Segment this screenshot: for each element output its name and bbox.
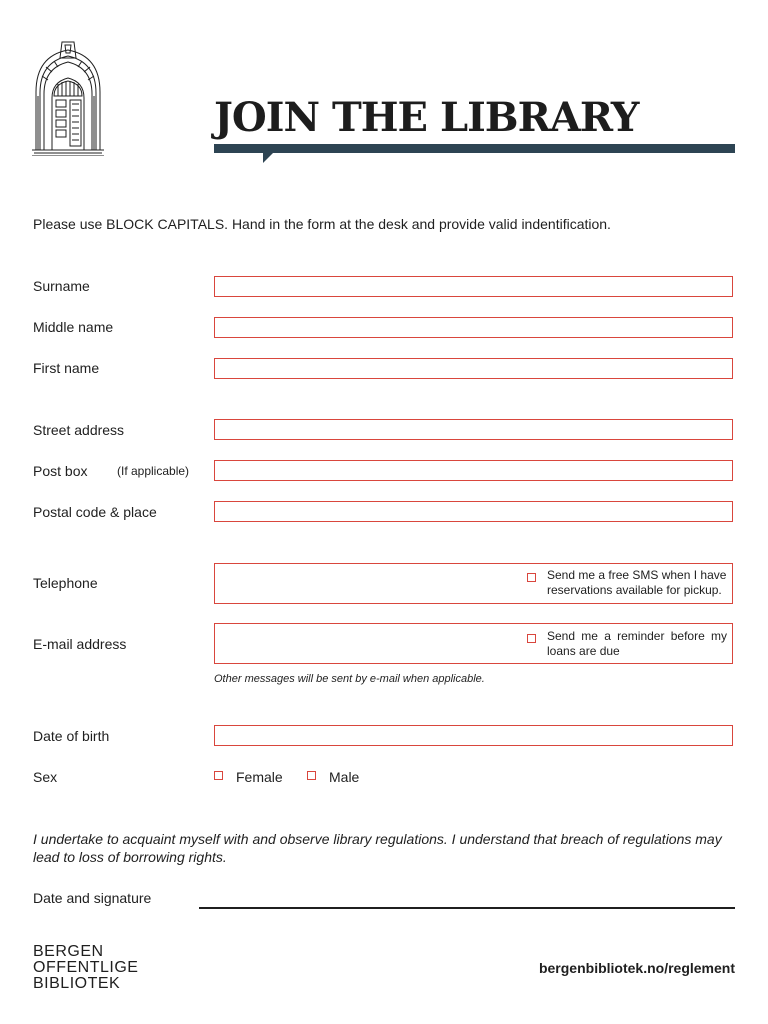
reminder-option-label: Send me a reminder before my loans are due	[547, 629, 727, 658]
brand-line-3: BIBLIOTEK	[33, 975, 121, 992]
sex-label: Sex	[33, 769, 58, 785]
postal-code-place-label: Postal code & place	[33, 504, 157, 520]
surname-label: Surname	[33, 278, 90, 294]
brand-logo-text	[33, 944, 138, 992]
sms-checkbox[interactable]	[527, 573, 536, 582]
signature-label: Date and signature	[33, 890, 152, 906]
library-building-logo	[32, 36, 104, 156]
brand-line-1: BERGEN	[33, 943, 104, 960]
email-label: E-mail address	[33, 636, 127, 652]
sms-option-label: Send me a free SMS when I have reservations available for pickup.	[547, 568, 727, 597]
brand-line-2: OFFENTLIGE	[33, 959, 139, 976]
street-address-field[interactable]	[214, 419, 733, 440]
female-option-label: Female	[236, 769, 283, 785]
telephone-label: Telephone	[33, 575, 98, 591]
male-checkbox[interactable]	[307, 771, 316, 780]
instructions-text: Please use BLOCK CAPITALS. Hand in the form at the desk and provide valid indentification.	[33, 216, 611, 232]
page-title: JOIN THE LIBRARY	[214, 94, 639, 141]
title-underline-bar	[214, 144, 735, 153]
email-note: Other messages will be sent by e-mail when applicable.	[214, 673, 485, 685]
reminder-checkbox[interactable]	[527, 634, 536, 643]
date-of-birth-field[interactable]	[214, 725, 733, 746]
undertaking-statement: I undertake to acquaint myself with and observe library regulations. I understand that breach of regulations may lead to loss of borrowing rights.	[33, 831, 722, 865]
title-bar-tail	[263, 153, 273, 163]
male-option-label: Male	[329, 769, 360, 785]
first-name-label: First name	[33, 360, 100, 376]
middle-name-field[interactable]	[214, 317, 733, 338]
first-name-field[interactable]	[214, 358, 733, 379]
signature-line[interactable]	[199, 907, 735, 909]
post-box-label: Post box	[33, 463, 88, 479]
street-address-label: Street address	[33, 422, 125, 438]
female-checkbox[interactable]	[214, 771, 223, 780]
postal-code-place-field[interactable]	[214, 501, 733, 522]
post-box-note: (If applicable)	[117, 464, 190, 478]
date-of-birth-label: Date of birth	[33, 728, 110, 744]
middle-name-label: Middle name	[33, 319, 114, 335]
regulations-url: bergenbibliotek.no/reglement	[538, 960, 735, 976]
post-box-field[interactable]	[214, 460, 733, 481]
surname-field[interactable]	[214, 276, 733, 297]
